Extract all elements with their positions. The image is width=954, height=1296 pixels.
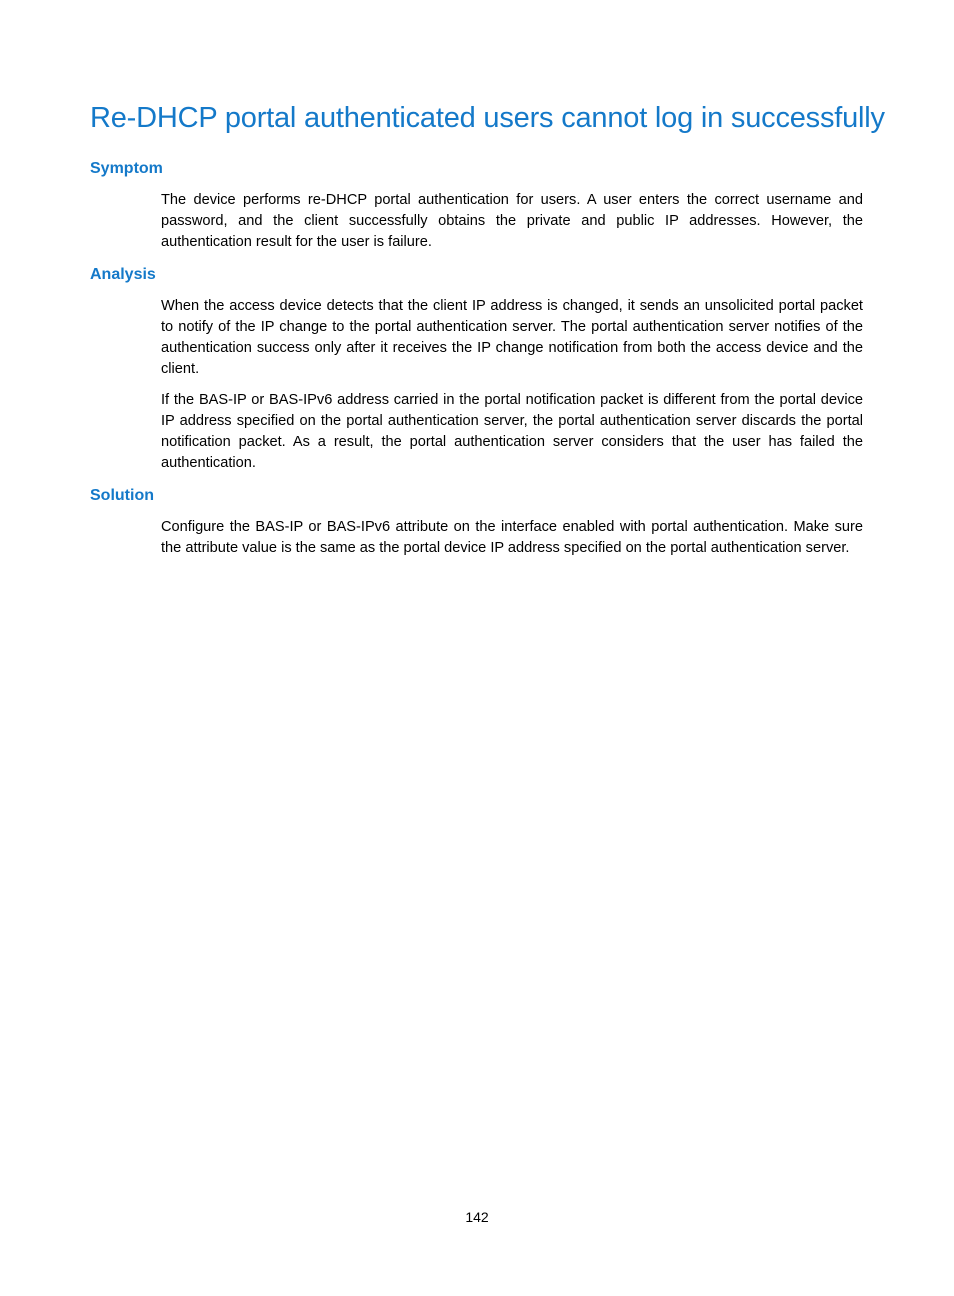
page-title: Re-DHCP portal authenticated users cannot log in successfully bbox=[90, 102, 885, 134]
page-number: 142 bbox=[465, 1209, 489, 1225]
section-heading-symptom: Symptom bbox=[90, 160, 163, 177]
analysis-paragraph-2: If the BAS-IP or BAS-IPv6 address carried in the portal notification packet is different from the portal device IP address specified on the portal authentication server, the portal authentication server discards the portal notification packet. As a result, the portal authentication server considers that the user has failed the authentication. bbox=[161, 392, 863, 472]
section-heading-analysis: Analysis bbox=[90, 266, 156, 283]
solution-paragraph: Configure the BAS-IP or BAS-IPv6 attribute on the interface enabled with portal authentication. Make sure the attribute value is the same as the portal device IP address specified on the portal authentication server. bbox=[161, 519, 863, 557]
analysis-paragraph-1: When the access device detects that the client IP address is changed, it sends an unsolicited portal packet to notify of the IP change to the portal authentication server. The portal authentication server notifies of the authentication success only after it receives the IP change notification from both the access device and the client. bbox=[161, 298, 863, 378]
symptom-paragraph: The device performs re-DHCP portal authentication for users. A user enters the correct username and password, and the client successfully obtains the private and public IP addresses. However, the authentication result for the user is failure. bbox=[161, 192, 863, 251]
section-heading-solution: Solution bbox=[90, 487, 154, 504]
